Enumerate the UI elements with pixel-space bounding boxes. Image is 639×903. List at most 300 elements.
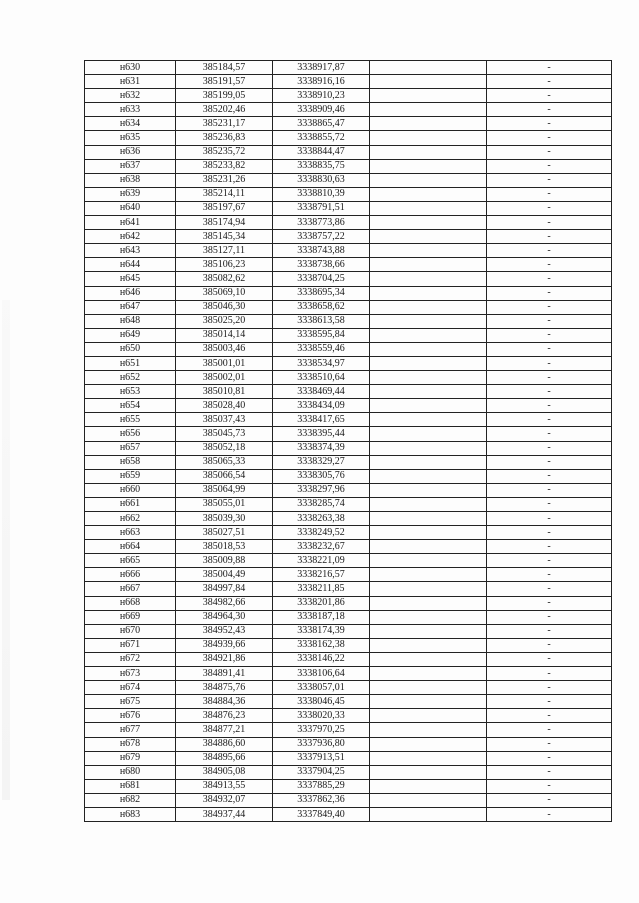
y-coordinate-cell: 3338910,23 — [273, 89, 370, 103]
empty-cell — [370, 399, 487, 413]
x-coordinate-cell: 385009,88 — [176, 554, 273, 568]
dash-cell: - — [487, 596, 612, 610]
y-coordinate-cell: 3338791,51 — [273, 201, 370, 215]
y-coordinate-cell: 3338046,45 — [273, 695, 370, 709]
x-coordinate-cell: 385001,01 — [176, 356, 273, 370]
point-id-cell: н639 — [85, 187, 176, 201]
point-id-cell: н649 — [85, 328, 176, 342]
point-id-cell: н659 — [85, 469, 176, 483]
table-row — [85, 216, 612, 230]
y-coordinate-cell: 3338738,66 — [273, 258, 370, 272]
point-id-cell: н677 — [85, 723, 176, 737]
dash-cell: - — [487, 286, 612, 300]
x-coordinate-cell: 385191,57 — [176, 75, 273, 89]
x-coordinate-cell: 385231,26 — [176, 173, 273, 187]
point-id-cell: н682 — [85, 793, 176, 807]
empty-cell — [370, 89, 487, 103]
y-coordinate-cell: 3338469,44 — [273, 385, 370, 399]
x-coordinate-cell: 384913,55 — [176, 779, 273, 793]
y-coordinate-cell: 3337904,25 — [273, 765, 370, 779]
point-id-cell: н679 — [85, 751, 176, 765]
dash-cell: - — [487, 103, 612, 117]
x-coordinate-cell: 384921,86 — [176, 652, 273, 666]
y-coordinate-cell: 3338221,09 — [273, 554, 370, 568]
empty-cell — [370, 216, 487, 230]
empty-cell — [370, 596, 487, 610]
y-coordinate-cell: 3338211,85 — [273, 582, 370, 596]
x-coordinate-cell: 385066,54 — [176, 469, 273, 483]
y-coordinate-cell: 3337913,51 — [273, 751, 370, 765]
x-coordinate-cell: 384891,41 — [176, 667, 273, 681]
x-coordinate-cell: 385214,11 — [176, 187, 273, 201]
point-id-cell: н643 — [85, 244, 176, 258]
dash-cell: - — [487, 497, 612, 511]
y-coordinate-cell: 3338743,88 — [273, 244, 370, 258]
table-row — [85, 737, 612, 751]
y-coordinate-cell: 3337849,40 — [273, 807, 370, 821]
empty-cell — [370, 709, 487, 723]
point-id-cell: н663 — [85, 526, 176, 540]
table-row — [85, 765, 612, 779]
dash-cell: - — [487, 371, 612, 385]
empty-cell — [370, 483, 487, 497]
x-coordinate-cell: 385037,43 — [176, 413, 273, 427]
dash-cell: - — [487, 328, 612, 342]
empty-cell — [370, 356, 487, 370]
y-coordinate-cell: 3337885,29 — [273, 779, 370, 793]
table-row — [85, 554, 612, 568]
x-coordinate-cell: 385027,51 — [176, 526, 273, 540]
dash-cell: - — [487, 131, 612, 145]
dash-cell: - — [487, 512, 612, 526]
table-row — [85, 272, 612, 286]
table-row — [85, 342, 612, 356]
point-id-cell: н683 — [85, 807, 176, 821]
point-id-cell: н658 — [85, 455, 176, 469]
table-row — [85, 356, 612, 370]
table-row — [85, 469, 612, 483]
dash-cell: - — [487, 779, 612, 793]
table-row — [85, 695, 612, 709]
dash-cell: - — [487, 216, 612, 230]
y-coordinate-cell: 3338146,22 — [273, 652, 370, 666]
dash-cell: - — [487, 765, 612, 779]
table-row — [85, 131, 612, 145]
point-id-cell: н642 — [85, 230, 176, 244]
table-row — [85, 61, 612, 75]
dash-cell: - — [487, 385, 612, 399]
point-id-cell: н668 — [85, 596, 176, 610]
table-row — [85, 667, 612, 681]
dash-cell: - — [487, 61, 612, 75]
empty-cell — [370, 342, 487, 356]
empty-cell — [370, 159, 487, 173]
coordinates-table-body — [85, 61, 612, 822]
y-coordinate-cell: 3338417,65 — [273, 413, 370, 427]
x-coordinate-cell: 384876,23 — [176, 709, 273, 723]
point-id-cell: н662 — [85, 512, 176, 526]
point-id-cell: н671 — [85, 638, 176, 652]
x-coordinate-cell: 385199,05 — [176, 89, 273, 103]
y-coordinate-cell: 3338285,74 — [273, 497, 370, 511]
empty-cell — [370, 201, 487, 215]
empty-cell — [370, 638, 487, 652]
empty-cell — [370, 300, 487, 314]
y-coordinate-cell: 3338844,47 — [273, 145, 370, 159]
dash-cell: - — [487, 342, 612, 356]
dash-cell: - — [487, 441, 612, 455]
x-coordinate-cell: 385184,57 — [176, 61, 273, 75]
x-coordinate-cell: 385004,49 — [176, 568, 273, 582]
table-row — [85, 709, 612, 723]
table-row — [85, 103, 612, 117]
y-coordinate-cell: 3338395,44 — [273, 427, 370, 441]
table-row — [85, 807, 612, 821]
table-row — [85, 173, 612, 187]
empty-cell — [370, 582, 487, 596]
x-coordinate-cell: 385233,82 — [176, 159, 273, 173]
point-id-cell: н631 — [85, 75, 176, 89]
y-coordinate-cell: 3338106,64 — [273, 667, 370, 681]
x-coordinate-cell: 385055,01 — [176, 497, 273, 511]
empty-cell — [370, 540, 487, 554]
y-coordinate-cell: 3338263,38 — [273, 512, 370, 526]
empty-cell — [370, 807, 487, 821]
table-row — [85, 751, 612, 765]
x-coordinate-cell: 385235,72 — [176, 145, 273, 159]
point-id-cell: н651 — [85, 356, 176, 370]
empty-cell — [370, 371, 487, 385]
coordinates-table — [84, 60, 612, 822]
y-coordinate-cell: 3338658,62 — [273, 300, 370, 314]
dash-cell: - — [487, 751, 612, 765]
y-coordinate-cell: 3338559,46 — [273, 342, 370, 356]
dash-cell: - — [487, 300, 612, 314]
y-coordinate-cell: 3338830,63 — [273, 173, 370, 187]
table-row — [85, 779, 612, 793]
y-coordinate-cell: 3338865,47 — [273, 117, 370, 131]
y-coordinate-cell: 3338835,75 — [273, 159, 370, 173]
dash-cell: - — [487, 681, 612, 695]
point-id-cell: н653 — [85, 385, 176, 399]
table-row — [85, 483, 612, 497]
dash-cell: - — [487, 427, 612, 441]
point-id-cell: н681 — [85, 779, 176, 793]
point-id-cell: н654 — [85, 399, 176, 413]
table-row — [85, 723, 612, 737]
y-coordinate-cell: 3338855,72 — [273, 131, 370, 145]
dash-cell: - — [487, 695, 612, 709]
empty-cell — [370, 117, 487, 131]
empty-cell — [370, 258, 487, 272]
empty-cell — [370, 230, 487, 244]
x-coordinate-cell: 385028,40 — [176, 399, 273, 413]
empty-cell — [370, 624, 487, 638]
empty-cell — [370, 765, 487, 779]
table-row — [85, 540, 612, 554]
point-id-cell: н672 — [85, 652, 176, 666]
x-coordinate-cell: 385236,83 — [176, 131, 273, 145]
point-id-cell: н648 — [85, 314, 176, 328]
table-row — [85, 681, 612, 695]
point-id-cell: н669 — [85, 610, 176, 624]
x-coordinate-cell: 385231,17 — [176, 117, 273, 131]
point-id-cell: н635 — [85, 131, 176, 145]
x-coordinate-cell: 385145,34 — [176, 230, 273, 244]
table-row — [85, 230, 612, 244]
y-coordinate-cell: 3338232,67 — [273, 540, 370, 554]
x-coordinate-cell: 384939,66 — [176, 638, 273, 652]
y-coordinate-cell: 3338216,57 — [273, 568, 370, 582]
point-id-cell: н634 — [85, 117, 176, 131]
x-coordinate-cell: 385127,11 — [176, 244, 273, 258]
dash-cell: - — [487, 793, 612, 807]
table-row — [85, 244, 612, 258]
point-id-cell: н673 — [85, 667, 176, 681]
y-coordinate-cell: 3338534,97 — [273, 356, 370, 370]
y-coordinate-cell: 3338773,86 — [273, 216, 370, 230]
dash-cell: - — [487, 159, 612, 173]
point-id-cell: н678 — [85, 737, 176, 751]
y-coordinate-cell: 3338916,16 — [273, 75, 370, 89]
table-row — [85, 314, 612, 328]
table-row — [85, 258, 612, 272]
empty-cell — [370, 667, 487, 681]
empty-cell — [370, 103, 487, 117]
table-row — [85, 652, 612, 666]
empty-cell — [370, 526, 487, 540]
empty-cell — [370, 723, 487, 737]
dash-cell: - — [487, 568, 612, 582]
empty-cell — [370, 793, 487, 807]
x-coordinate-cell: 384905,08 — [176, 765, 273, 779]
point-id-cell: н674 — [85, 681, 176, 695]
dash-cell: - — [487, 356, 612, 370]
point-id-cell: н675 — [85, 695, 176, 709]
y-coordinate-cell: 3338201,86 — [273, 596, 370, 610]
table-row — [85, 159, 612, 173]
dash-cell: - — [487, 145, 612, 159]
x-coordinate-cell: 385106,23 — [176, 258, 273, 272]
empty-cell — [370, 385, 487, 399]
y-coordinate-cell: 3337862,36 — [273, 793, 370, 807]
y-coordinate-cell: 3338810,39 — [273, 187, 370, 201]
point-id-cell: н667 — [85, 582, 176, 596]
table-row — [85, 526, 612, 540]
dash-cell: - — [487, 652, 612, 666]
x-coordinate-cell: 384932,07 — [176, 793, 273, 807]
x-coordinate-cell: 384997,84 — [176, 582, 273, 596]
point-id-cell: н660 — [85, 483, 176, 497]
dash-cell: - — [487, 258, 612, 272]
point-id-cell: н655 — [85, 413, 176, 427]
empty-cell — [370, 441, 487, 455]
table-row — [85, 610, 612, 624]
x-coordinate-cell: 384964,30 — [176, 610, 273, 624]
empty-cell — [370, 554, 487, 568]
dash-cell: - — [487, 314, 612, 328]
empty-cell — [370, 328, 487, 342]
x-coordinate-cell: 385003,46 — [176, 342, 273, 356]
empty-cell — [370, 681, 487, 695]
point-id-cell: н670 — [85, 624, 176, 638]
dash-cell: - — [487, 75, 612, 89]
dash-cell: - — [487, 483, 612, 497]
x-coordinate-cell: 385014,14 — [176, 328, 273, 342]
table-row — [85, 145, 612, 159]
table-row — [85, 286, 612, 300]
point-id-cell: н646 — [85, 286, 176, 300]
dash-cell: - — [487, 540, 612, 554]
empty-cell — [370, 737, 487, 751]
y-coordinate-cell: 3338187,18 — [273, 610, 370, 624]
table-row — [85, 427, 612, 441]
table-row — [85, 117, 612, 131]
x-coordinate-cell: 384877,21 — [176, 723, 273, 737]
point-id-cell: н633 — [85, 103, 176, 117]
empty-cell — [370, 568, 487, 582]
empty-cell — [370, 286, 487, 300]
x-coordinate-cell: 385064,99 — [176, 483, 273, 497]
empty-cell — [370, 75, 487, 89]
dash-cell: - — [487, 399, 612, 413]
x-coordinate-cell: 384884,36 — [176, 695, 273, 709]
dash-cell: - — [487, 89, 612, 103]
table-row — [85, 89, 612, 103]
y-coordinate-cell: 3338757,22 — [273, 230, 370, 244]
point-id-cell: н645 — [85, 272, 176, 286]
table-row — [85, 328, 612, 342]
x-coordinate-cell: 384895,66 — [176, 751, 273, 765]
empty-cell — [370, 695, 487, 709]
x-coordinate-cell: 385045,73 — [176, 427, 273, 441]
dash-cell: - — [487, 554, 612, 568]
empty-cell — [370, 497, 487, 511]
point-id-cell: н650 — [85, 342, 176, 356]
x-coordinate-cell: 385039,30 — [176, 512, 273, 526]
empty-cell — [370, 512, 487, 526]
x-coordinate-cell: 384937,44 — [176, 807, 273, 821]
y-coordinate-cell: 3338695,34 — [273, 286, 370, 300]
point-id-cell: н637 — [85, 159, 176, 173]
y-coordinate-cell: 3338704,25 — [273, 272, 370, 286]
table-row — [85, 512, 612, 526]
dash-cell: - — [487, 117, 612, 131]
dash-cell: - — [487, 667, 612, 681]
dash-cell: - — [487, 187, 612, 201]
x-coordinate-cell: 385002,01 — [176, 371, 273, 385]
y-coordinate-cell: 3337936,80 — [273, 737, 370, 751]
y-coordinate-cell: 3338613,58 — [273, 314, 370, 328]
table-row — [85, 399, 612, 413]
dash-cell: - — [487, 526, 612, 540]
point-id-cell: н641 — [85, 216, 176, 230]
point-id-cell: н638 — [85, 173, 176, 187]
table-row — [85, 793, 612, 807]
y-coordinate-cell: 3338909,46 — [273, 103, 370, 117]
y-coordinate-cell: 3338595,84 — [273, 328, 370, 342]
dash-cell: - — [487, 723, 612, 737]
x-coordinate-cell: 385065,33 — [176, 455, 273, 469]
empty-cell — [370, 173, 487, 187]
y-coordinate-cell: 3338434,09 — [273, 399, 370, 413]
dash-cell: - — [487, 638, 612, 652]
x-coordinate-cell: 384982,66 — [176, 596, 273, 610]
y-coordinate-cell: 3338162,38 — [273, 638, 370, 652]
x-coordinate-cell: 385069,10 — [176, 286, 273, 300]
empty-cell — [370, 610, 487, 624]
dash-cell: - — [487, 413, 612, 427]
y-coordinate-cell: 3338329,27 — [273, 455, 370, 469]
x-coordinate-cell: 385046,30 — [176, 300, 273, 314]
y-coordinate-cell: 3338057,01 — [273, 681, 370, 695]
point-id-cell: н640 — [85, 201, 176, 215]
point-id-cell: н666 — [85, 568, 176, 582]
empty-cell — [370, 131, 487, 145]
empty-cell — [370, 469, 487, 483]
dash-cell: - — [487, 709, 612, 723]
table-row — [85, 441, 612, 455]
y-coordinate-cell: 3338374,39 — [273, 441, 370, 455]
y-coordinate-cell: 3338020,33 — [273, 709, 370, 723]
empty-cell — [370, 652, 487, 666]
empty-cell — [370, 187, 487, 201]
y-coordinate-cell: 3338510,64 — [273, 371, 370, 385]
y-coordinate-cell: 3337970,25 — [273, 723, 370, 737]
point-id-cell: н636 — [85, 145, 176, 159]
point-id-cell: н656 — [85, 427, 176, 441]
point-id-cell: н676 — [85, 709, 176, 723]
x-coordinate-cell: 384952,43 — [176, 624, 273, 638]
point-id-cell: н652 — [85, 371, 176, 385]
x-coordinate-cell: 385025,20 — [176, 314, 273, 328]
table-row — [85, 300, 612, 314]
point-id-cell: н644 — [85, 258, 176, 272]
dash-cell: - — [487, 201, 612, 215]
x-coordinate-cell: 385082,62 — [176, 272, 273, 286]
dash-cell: - — [487, 737, 612, 751]
y-coordinate-cell: 3338249,52 — [273, 526, 370, 540]
dash-cell: - — [487, 582, 612, 596]
y-coordinate-cell: 3338174,39 — [273, 624, 370, 638]
dash-cell: - — [487, 244, 612, 258]
dash-cell: - — [487, 469, 612, 483]
table-row — [85, 371, 612, 385]
y-coordinate-cell: 3338305,76 — [273, 469, 370, 483]
point-id-cell: н647 — [85, 300, 176, 314]
table-row — [85, 413, 612, 427]
dash-cell: - — [487, 173, 612, 187]
y-coordinate-cell: 3338917,87 — [273, 61, 370, 75]
table-row — [85, 385, 612, 399]
dash-cell: - — [487, 610, 612, 624]
table-row — [85, 582, 612, 596]
table-row — [85, 455, 612, 469]
empty-cell — [370, 314, 487, 328]
empty-cell — [370, 413, 487, 427]
empty-cell — [370, 779, 487, 793]
point-id-cell: н657 — [85, 441, 176, 455]
point-id-cell: н664 — [85, 540, 176, 554]
point-id-cell: н665 — [85, 554, 176, 568]
point-id-cell: н680 — [85, 765, 176, 779]
x-coordinate-cell: 384886,60 — [176, 737, 273, 751]
table-row — [85, 638, 612, 652]
empty-cell — [370, 272, 487, 286]
empty-cell — [370, 145, 487, 159]
table-row — [85, 75, 612, 89]
x-coordinate-cell: 385174,94 — [176, 216, 273, 230]
